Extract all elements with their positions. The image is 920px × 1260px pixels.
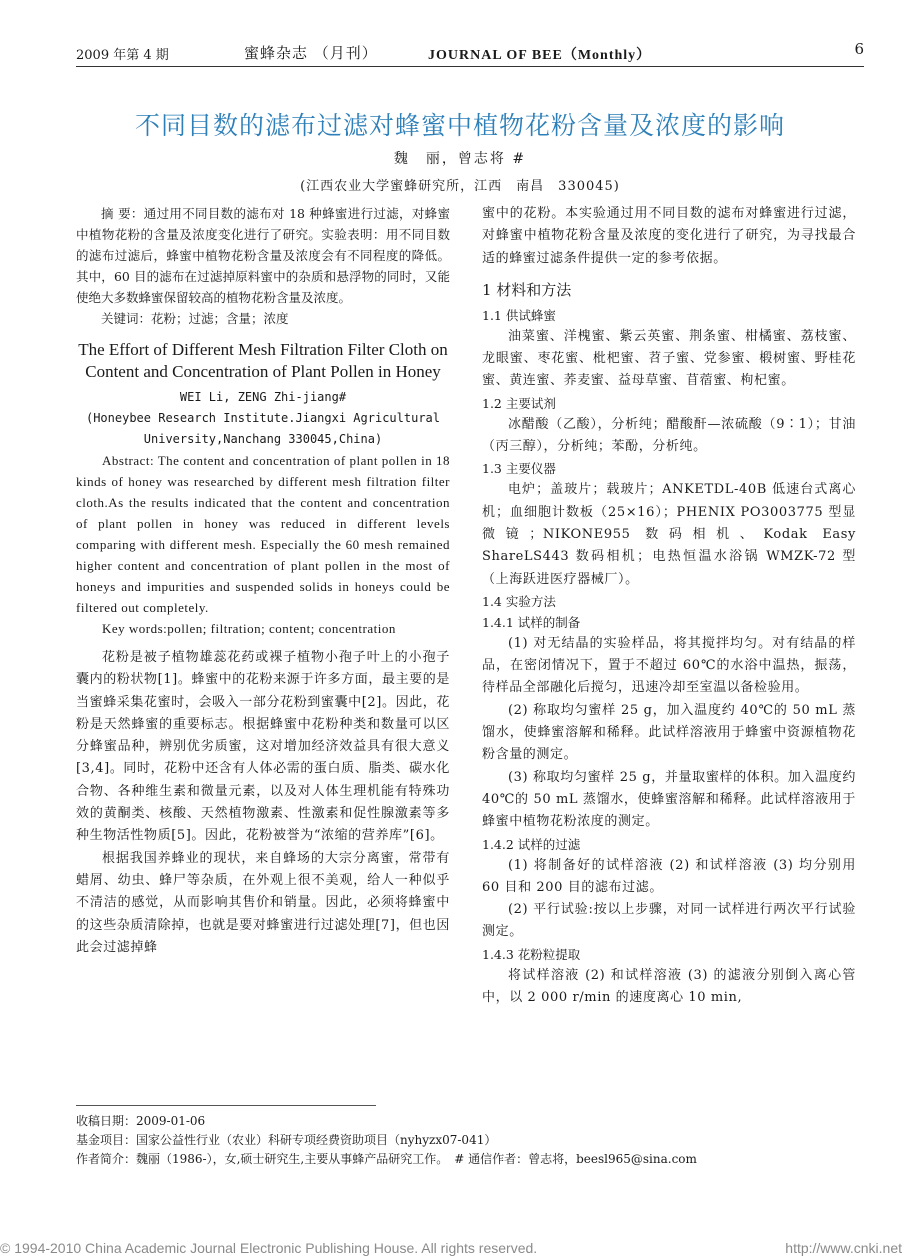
site-url: http://www.cnki.net (785, 1240, 902, 1256)
affiliation: (江西农业大学蜜蜂研究所，江西 南昌 330045) (300, 179, 620, 194)
extraction-text: 将试样溶液 (2) 和试样溶液 (3) 的滤液分别倒入离心管中，以 2 000 r/min 的速度离心 10 min, (482, 967, 856, 1006)
journal-name-cn: 蜜蜂杂志 （月刊） (244, 44, 378, 62)
honey-list: 油菜蜜、洋槐蜜、紫云英蜜、荆条蜜、柑橘蜜、荔枝蜜、龙眼蜜、枣花蜜、枇杷蜜、苕子蜜、党参蜜、椴树蜜、野桂花蜜、黄连蜜、荞麦蜜、益母草蜜、苜蓿蜜、枸杞蜜。 (482, 328, 856, 389)
right-column (482, 203, 856, 1009)
running-header (76, 40, 864, 67)
authors: 魏 丽，曾志将 # (393, 151, 527, 167)
filter-step-1: (1) 将制备好的试样溶液 (2) 和试样溶液 (3) 均分别用 60 目和 200 目的滤布过滤。 (482, 857, 856, 895)
intro-paragraph-1: 花粉是被子植物雄蕊花药或裸子植物小孢子叶上的小孢子囊内的粉状物[1]。蜂蜜中的花粉来源于许多方面，最主要的是当蜜蜂采集花蜜时，会吸入一部分花粉到蜜囊中[2]。因此，花粉是天然蜂蜜的重要标志。根据蜂蜜中花粉种类和数量可以区分蜂蜜品种，辨别优劣质蜜，这对增加经济效益具有很大意义 [3,4]。同时，花粉中还含有人体必需的蛋白质、脂类、碳水化合物、各种维生素和微量元素，以及对人体生理机能有特殊功效的黄酮类、核酸、天然植物激素、性激素和促性腺激素等多种生物活性物质[5]。因此，花粉被誉为“浓缩的营养库”[6]。 (76, 650, 450, 844)
keywords-cn: 关键词：花粉；过滤；含量；浓度 (101, 311, 289, 326)
section-heading-1-3: 1.3 主要仪器 (482, 461, 556, 477)
intro-continued: 蜜中的花粉。本实验通过用不同目数的滤布对蜂蜜进行过滤，对蜂蜜中植物花粉含量及浓度的变化进行了研究，为寻找最合适的蜂蜜过滤条件提供一定的参考依据。 (482, 206, 856, 266)
left-column (76, 203, 450, 959)
fund-note: 基金项目：国家公益性行业（农业）科研专项经费资助项目（nyhyzx07-041） (76, 1133, 497, 1147)
keywords-en: Key words:pollen; filtration; content; concentration (102, 621, 396, 636)
intro-paragraph-2: 根据我国养蜂业的现状，来自蜂场的大宗分离蜜，常带有蜡屑、幼虫、蜂尸等杂质，在外观上很不美观，给人一种似乎不清洁的感觉，从而影响其售价和销量。因此，必须将蜂蜜中的这些杂质清除掉，也就是要对蜂蜜进行过滤处理[7]，但也因此会过滤掉蜂 (76, 850, 450, 955)
filter-step-2: (2) 平行试验:按以上步骤，对同一试样进行两次平行试验测定。 (482, 902, 856, 940)
reagents-text: 冰醋酸（乙酸），分析纯；醋酸酐—浓硫酸（9∶1）；甘油（丙三醇），分析纯；苯酚，分析纯。 (482, 416, 856, 455)
paper-title: 不同目数的滤布过滤对蜂蜜中植物花粉含量及浓度的影响 (134, 111, 785, 140)
authors-en: WEI Li, ZENG Zhi-jiang# (179, 390, 347, 404)
instruments-text: 电炉；盖玻片；载玻片；ANKETDL-40B 低速台式离心机；血细胞计数板（25×16）；PHENIX PO3003775 型显微镜；NIKONE955 数码相机、Kodak Easy ShareLS443 数码相机；电热恒温水浴锅 WMZK-72 型（上海跃进医疗器械厂）。 (482, 482, 856, 587)
footnotes (76, 1112, 697, 1169)
issue-label: 2009 年第 4 期 (76, 48, 169, 63)
prep-step-3: (3) 称取均匀蜜样 25 g，并量取蜜样的体积。加入温度约 40℃的 50 mL 蒸馏水，使蜂蜜溶解和稀释。此试样溶液用于蜂蜜中植物花粉浓度的测定。 (482, 769, 856, 830)
section-heading-1-4-1: 1.4.1 试样的制备 (482, 614, 581, 630)
title-en: The Effort of Different Mesh Filtration Filter Cloth on Content and Concentration of Plant Pollen in Honey (78, 340, 448, 381)
section-heading-1-1: 1.1 供试蜂蜜 (482, 307, 556, 323)
section-heading-1-2: 1.2 主要试剂 (482, 395, 556, 411)
prep-step-1: (1) 对无结晶的实验样品，将其搅拌均匀。对有结晶的样品，在密闭情况下，置于不超过 60℃的水浴中温热，振荡，待样品全部融化后搅匀，迅速冷却至室温以备检验用。 (482, 635, 856, 696)
affiliation-en: (Honeybee Research Institute.Jiangxi Agricultural University,Nanchang 330045,China) (85, 411, 440, 446)
author-bio: 作者简介：魏丽（1986-），女,硕士研究生,主要从事蜂产品研究工作。 # 通信作者：曾志将，beesl965@sina.com (76, 1152, 697, 1166)
received-date: 收稿日期：2009-01-06 (76, 1114, 206, 1128)
abstract-en: Abstract: The content and concentration of plant pollen in 18 kinds of honey was researched by different mesh filtration filter cloth.As the results indicated that the content and concentration of plant pollen in honey was reduced in different levels comparing with different mesh. Especially the 60 mesh remained higher content and concentration of plant pollen in the most of honeys and impurities and suspended solids in honeys could be filtered out completely. (76, 453, 450, 615)
section-heading-1-4-2: 1.4.2 试样的过滤 (482, 836, 581, 852)
section-heading-1-4-3: 1.4.3 花粉粒提取 (482, 946, 581, 962)
journal-name-en: JOURNAL OF BEE（Monthly） (428, 48, 652, 63)
prep-step-2: (2) 称取均匀蜜样 25 g，加入温度约 40℃的 50 mL 蒸馏水，使蜂蜜溶解和稀释。此试样溶液用于蜂蜜中资源植物花粉含量的测定。 (482, 702, 856, 763)
page-number: 6 (854, 40, 864, 58)
copyright-text: © 1994-2010 China Academic Journal Electronic Publishing House. All rights reserved. (0, 1240, 538, 1256)
section-heading-1: 1 材料和方法 (482, 280, 572, 299)
abstract-cn: 摘 要：通过用不同目数的滤布对 18 种蜂蜜进行过滤，对蜂蜜中植物花粉的含量及浓度变化进行了研究。实验表明：用不同目数的滤布过滤后，蜂蜜中植物花粉含量及浓度会有不同程度的降低。其中，60 目的滤布在过滤掉原料蜜中的杂质和悬浮物的同时，又能使绝大多数蜂蜜保留较高的植物花粉含量及浓度。 (76, 206, 450, 305)
section-heading-1-4: 1.4 实验方法 (482, 593, 556, 609)
footnote-divider (76, 1105, 376, 1106)
